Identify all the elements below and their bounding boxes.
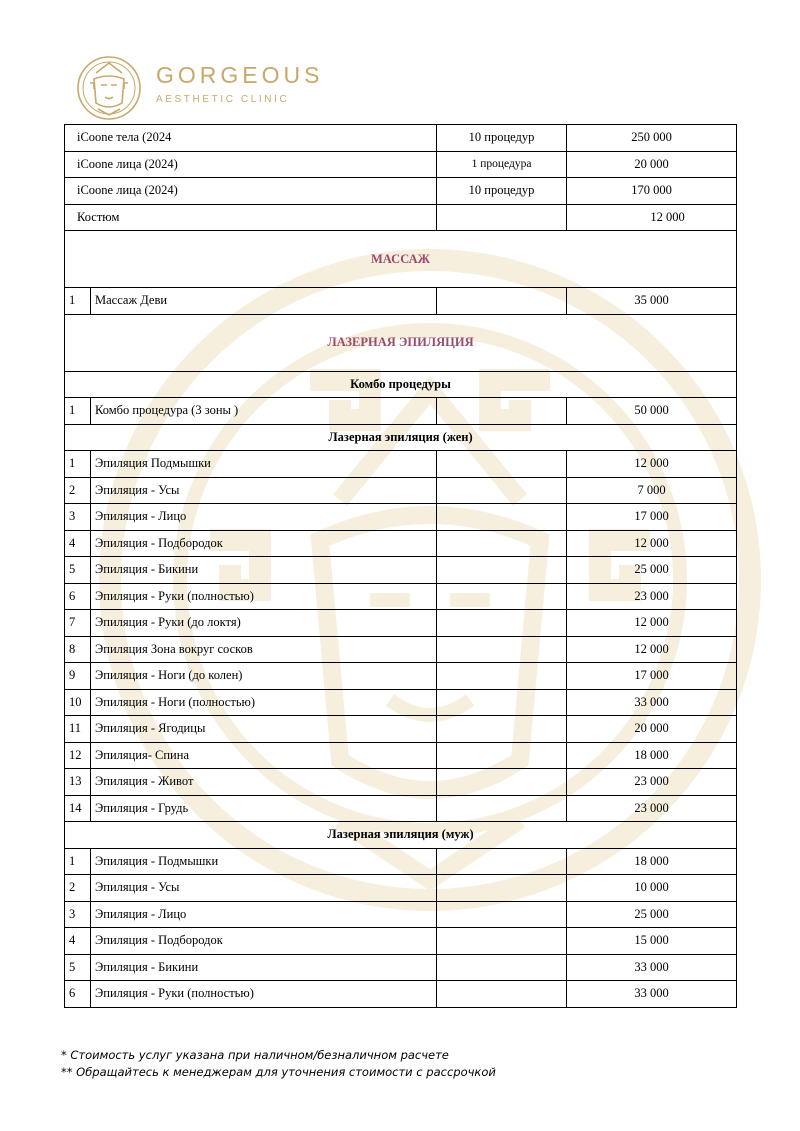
service-name: Эпиляция - Лицо [91, 901, 437, 928]
section-header-row [65, 231, 737, 288]
row-number: 7 [65, 610, 91, 637]
row-number: 8 [65, 636, 91, 663]
service-price: 20 000 [567, 151, 737, 178]
service-name: Эпиляция - Усы [91, 477, 437, 504]
row-number: 4 [65, 928, 91, 955]
subheader-women: Лазерная эпиляция (жен) [65, 424, 737, 451]
table-row [65, 178, 737, 205]
men-rows [65, 848, 737, 1007]
service-name: Эпиляция - Ягодицы [91, 716, 437, 743]
subheader-row [65, 371, 737, 398]
table-row [65, 795, 737, 822]
service-price: 33 000 [567, 981, 737, 1008]
service-price: 12 000 [567, 610, 737, 637]
service-qty [437, 288, 567, 315]
table-row [65, 663, 737, 690]
service-name: Эпиляция - Бикини [91, 954, 437, 981]
table-row [65, 477, 737, 504]
footnotes [61, 1047, 496, 1081]
service-qty [437, 795, 567, 822]
service-qty [437, 477, 567, 504]
row-number: 3 [65, 504, 91, 531]
row-number: 2 [65, 875, 91, 902]
row-number: 1 [65, 451, 91, 478]
service-qty [437, 981, 567, 1008]
subheader-row [65, 424, 737, 451]
service-price: 18 000 [567, 742, 737, 769]
service-name: Эпиляция - Живот [91, 769, 437, 796]
service-qty: 1 процедура [437, 151, 567, 178]
service-price: 7 000 [567, 477, 737, 504]
row-number: 1 [65, 848, 91, 875]
table-row [65, 848, 737, 875]
footnote-payment: * Стоимость услуг указана при наличном/безналичном расчете [61, 1048, 449, 1062]
service-price: 33 000 [567, 689, 737, 716]
service-price: 23 000 [567, 769, 737, 796]
subheader-row [65, 822, 737, 849]
price-table [64, 124, 737, 1008]
service-qty [437, 742, 567, 769]
service-price: 20 000 [567, 716, 737, 743]
service-name: Эпиляция - Руки (до локтя) [91, 610, 437, 637]
table-row [65, 875, 737, 902]
table-row [65, 610, 737, 637]
service-qty [437, 636, 567, 663]
service-price: 170 000 [567, 178, 737, 205]
service-name: Эпиляция - Ноги (полностью) [91, 689, 437, 716]
service-qty [437, 689, 567, 716]
brand-logo [76, 55, 376, 121]
service-qty [437, 848, 567, 875]
service-qty [437, 530, 567, 557]
pharaoh-logo-icon [76, 55, 142, 121]
table-row [65, 742, 737, 769]
service-name: Эпиляция- Спина [91, 742, 437, 769]
service-name: iCoone лица (2024) [65, 178, 437, 205]
row-number: 3 [65, 901, 91, 928]
service-name: iCoone лица (2024) [65, 151, 437, 178]
service-qty: 10 процедур [437, 125, 567, 152]
service-qty [437, 504, 567, 531]
row-number: 6 [65, 583, 91, 610]
service-price: 250 000 [567, 125, 737, 152]
row-number: 14 [65, 795, 91, 822]
service-price: 12 000 [567, 451, 737, 478]
service-qty [437, 901, 567, 928]
service-price: 17 000 [567, 504, 737, 531]
service-price: 15 000 [567, 928, 737, 955]
service-price: 23 000 [567, 795, 737, 822]
section-header-row [65, 314, 737, 371]
service-price: 23 000 [567, 583, 737, 610]
service-qty [437, 875, 567, 902]
row-number: 2 [65, 477, 91, 504]
service-name: Эпиляция - Подбородок [91, 530, 437, 557]
table-row [65, 125, 737, 152]
table-row [65, 901, 737, 928]
service-qty [437, 769, 567, 796]
service-price: 35 000 [567, 288, 737, 315]
subheader-men: Лазерная эпиляция (муж) [65, 822, 737, 849]
row-number: 5 [65, 954, 91, 981]
table-row [65, 689, 737, 716]
service-price: 17 000 [567, 663, 737, 690]
table-row [65, 288, 737, 315]
table-row [65, 151, 737, 178]
service-name: Эпиляция Зона вокруг сосков [91, 636, 437, 663]
table-row [65, 583, 737, 610]
table-row [65, 530, 737, 557]
row-number: 12 [65, 742, 91, 769]
table-row [65, 954, 737, 981]
service-qty [437, 663, 567, 690]
service-name: Эпиляция - Подмышки [91, 848, 437, 875]
row-number: 4 [65, 530, 91, 557]
service-price: 12 000 [567, 530, 737, 557]
service-qty [437, 716, 567, 743]
section-title-laser: ЛАЗЕРНАЯ ЭПИЛЯЦИЯ [65, 314, 737, 371]
service-price: 50 000 [567, 398, 737, 425]
row-number: 13 [65, 769, 91, 796]
table-row [65, 981, 737, 1008]
service-qty [437, 954, 567, 981]
brand-name: GORGEOUS [156, 62, 324, 88]
table-row [65, 636, 737, 663]
table-row [65, 504, 737, 531]
service-name: Костюм [65, 204, 437, 231]
service-name: Эпиляция - Подбородок [91, 928, 437, 955]
table-row [65, 557, 737, 584]
women-rows [65, 451, 737, 822]
service-qty [437, 204, 567, 231]
service-price: 25 000 [567, 901, 737, 928]
service-name: Массаж Деви [91, 288, 437, 315]
service-name: Эпиляция - Руки (полностью) [91, 981, 437, 1008]
table-row [65, 204, 737, 231]
row-number: 6 [65, 981, 91, 1008]
service-name: Комбо процедура (3 зоны ) [91, 398, 437, 425]
section-title-massage: МАССАЖ [65, 231, 737, 288]
service-name: Эпиляция - Бикини [91, 557, 437, 584]
service-name: Эпиляция - Ноги (до колен) [91, 663, 437, 690]
table-row [65, 398, 737, 425]
service-qty [437, 557, 567, 584]
service-price: 12 000 [567, 636, 737, 663]
service-qty [437, 398, 567, 425]
row-number: 9 [65, 663, 91, 690]
service-price: 25 000 [567, 557, 737, 584]
service-qty [437, 583, 567, 610]
brand-subtitle: AESTHETIC CLINIC [156, 94, 290, 105]
table-row [65, 716, 737, 743]
row-number: 1 [65, 288, 91, 315]
service-price: 12 000 [567, 204, 737, 231]
row-number: 10 [65, 689, 91, 716]
service-name: Эпиляция - Грудь [91, 795, 437, 822]
service-qty [437, 928, 567, 955]
service-name: iCoone тела (2024 [65, 125, 437, 152]
service-qty [437, 610, 567, 637]
service-name: Эпиляция - Руки (полностью) [91, 583, 437, 610]
table-row [65, 769, 737, 796]
service-name: Эпиляция - Усы [91, 875, 437, 902]
service-price: 10 000 [567, 875, 737, 902]
row-number: 11 [65, 716, 91, 743]
table-row [65, 928, 737, 955]
footnote-installment: ** Обращайтесь к менеджерам для уточнения стоимости с рассрочкой [61, 1065, 496, 1079]
service-qty: 10 процедур [437, 178, 567, 205]
service-qty [437, 451, 567, 478]
row-number: 5 [65, 557, 91, 584]
service-name: Эпиляция - Лицо [91, 504, 437, 531]
subheader-combo: Комбо процедуры [65, 371, 737, 398]
service-name: Эпиляция Подмышки [91, 451, 437, 478]
service-price: 18 000 [567, 848, 737, 875]
table-row [65, 451, 737, 478]
service-price: 33 000 [567, 954, 737, 981]
row-number: 1 [65, 398, 91, 425]
